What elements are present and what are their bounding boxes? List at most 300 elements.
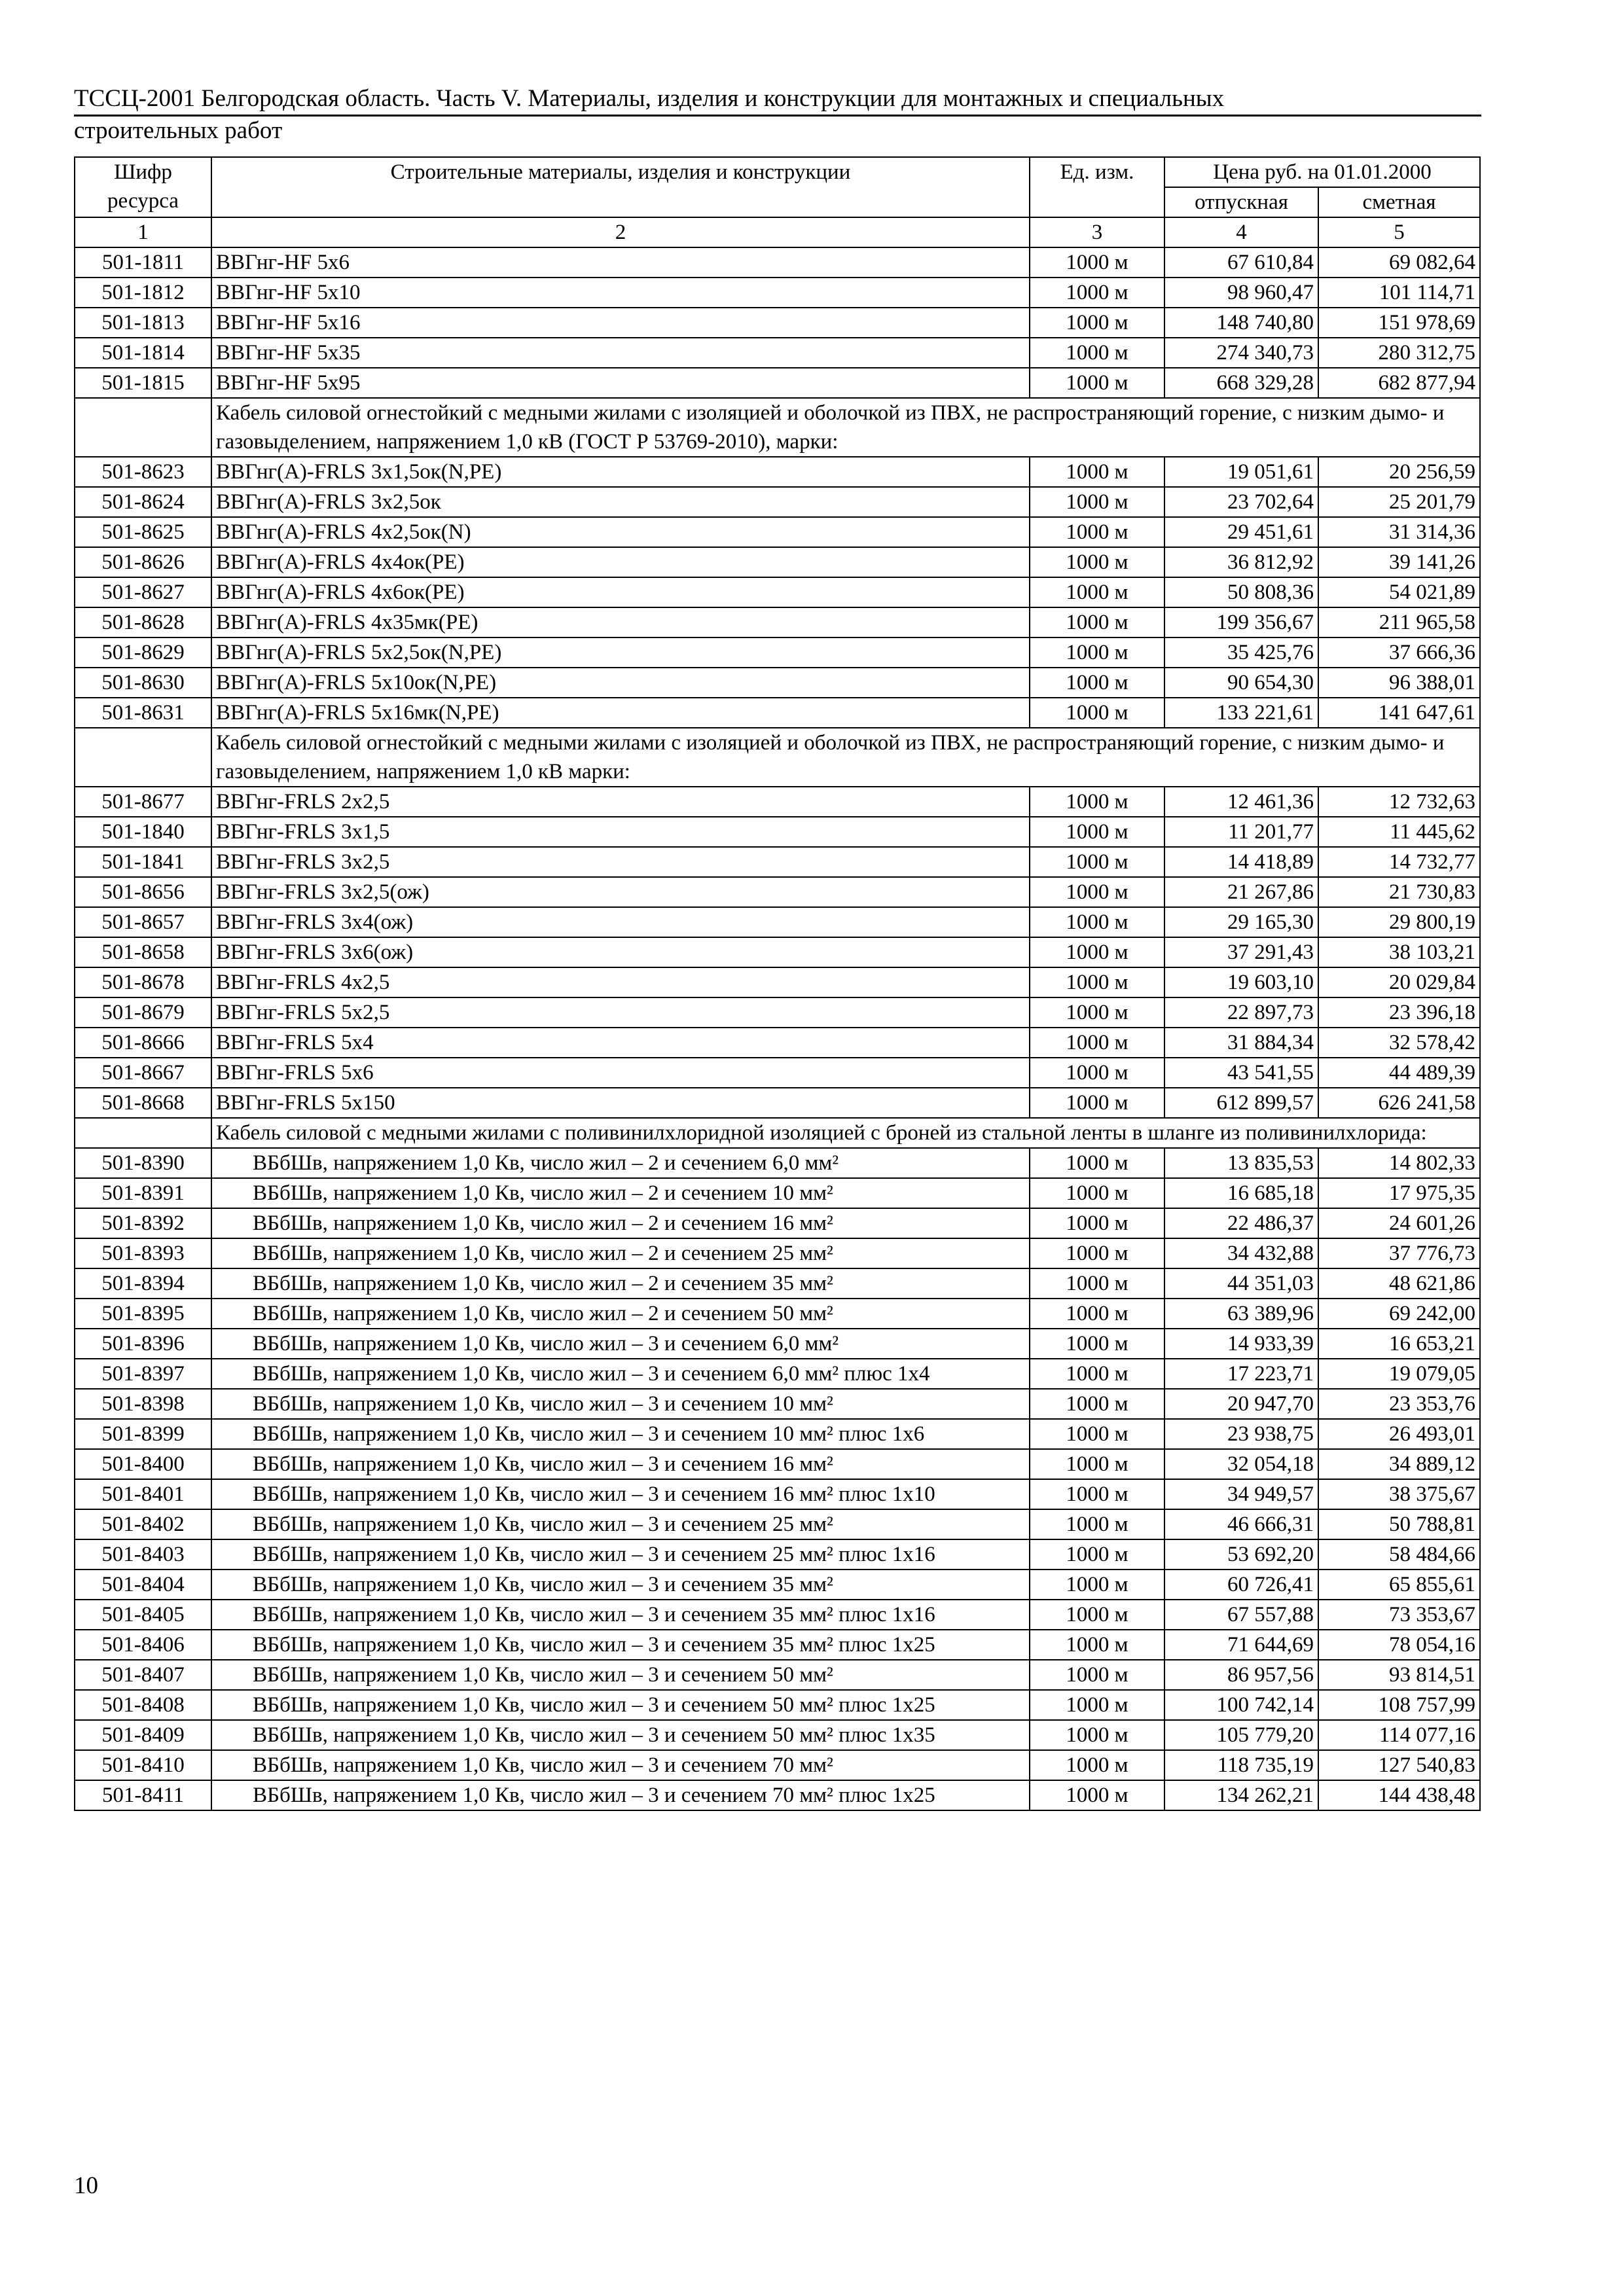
header-code: Шифр ресурса bbox=[75, 157, 211, 217]
material-name: ВВГнг-FRLS 5х6 bbox=[211, 1058, 1030, 1088]
unit: 1000 м bbox=[1030, 278, 1164, 308]
material-name: ВБбШв, напряжением 1,0 Кв, число жил – 2 и сечением 25 мм² bbox=[211, 1238, 1030, 1268]
table-row bbox=[75, 1720, 1480, 1750]
release-price: 199 356,67 bbox=[1164, 607, 1318, 637]
material-name: ВБбШв, напряжением 1,0 Кв, число жил – 3 и сечением 50 мм² плюс 1х35 bbox=[211, 1720, 1030, 1750]
material-name: ВВГнг(А)-FRLS 4х4ок(PE) bbox=[211, 547, 1030, 577]
material-name: ВВГнг-FRLS 2х2,5 bbox=[211, 787, 1030, 817]
material-name: ВВГнг-FRLS 5х2,5 bbox=[211, 997, 1030, 1028]
release-price: 133 221,61 bbox=[1164, 698, 1318, 728]
unit: 1000 м bbox=[1030, 1208, 1164, 1238]
table-row bbox=[75, 517, 1480, 547]
unit: 1000 м bbox=[1030, 937, 1164, 967]
resource-code: 501-1813 bbox=[75, 308, 211, 338]
material-name: ВБбШв, напряжением 1,0 Кв, число жил – 3 и сечением 35 мм² bbox=[211, 1570, 1030, 1600]
resource-code: 501-8398 bbox=[75, 1389, 211, 1419]
estimate-price: 211 965,58 bbox=[1318, 607, 1480, 637]
release-price: 13 835,53 bbox=[1164, 1148, 1318, 1178]
release-price: 50 808,36 bbox=[1164, 577, 1318, 607]
resource-code: 501-8657 bbox=[75, 907, 211, 937]
material-name: ВВГнг-FRLS 5х4 bbox=[211, 1028, 1030, 1058]
resource-code: 501-8395 bbox=[75, 1299, 211, 1329]
unit: 1000 м bbox=[1030, 1720, 1164, 1750]
table-row bbox=[75, 247, 1480, 278]
resource-code: 501-8408 bbox=[75, 1690, 211, 1720]
material-name: ВВГнг-HF 5х16 bbox=[211, 308, 1030, 338]
header-release-price: отпускная bbox=[1164, 187, 1318, 217]
resource-code: 501-8394 bbox=[75, 1268, 211, 1299]
material-name: ВБбШв, напряжением 1,0 Кв, число жил – 2 и сечением 10 мм² bbox=[211, 1178, 1030, 1208]
estimate-price: 69 242,00 bbox=[1318, 1299, 1480, 1329]
estimate-price: 127 540,83 bbox=[1318, 1750, 1480, 1780]
unit: 1000 м bbox=[1030, 1750, 1164, 1780]
estimate-price: 38 375,67 bbox=[1318, 1479, 1480, 1509]
unit: 1000 м bbox=[1030, 877, 1164, 907]
unit: 1000 м bbox=[1030, 668, 1164, 698]
table-row bbox=[75, 1088, 1480, 1118]
material-name: ВБбШв, напряжением 1,0 Кв, число жил – 3 и сечением 16 мм² плюс 1х10 bbox=[211, 1479, 1030, 1509]
unit: 1000 м bbox=[1030, 1148, 1164, 1178]
table-row bbox=[75, 1178, 1480, 1208]
table-row bbox=[75, 1539, 1480, 1570]
estimate-price: 69 082,64 bbox=[1318, 247, 1480, 278]
table-row bbox=[75, 1268, 1480, 1299]
unit: 1000 м bbox=[1030, 1509, 1164, 1539]
table-row bbox=[75, 308, 1480, 338]
column-number: 3 bbox=[1030, 217, 1164, 247]
table-row bbox=[75, 1419, 1480, 1449]
table-row bbox=[75, 1299, 1480, 1329]
estimate-price: 108 757,99 bbox=[1318, 1690, 1480, 1720]
price-table bbox=[74, 156, 1481, 1811]
release-price: 11 201,77 bbox=[1164, 817, 1318, 847]
resource-code: 501-8396 bbox=[75, 1329, 211, 1359]
material-name: ВВГнг-HF 5х35 bbox=[211, 338, 1030, 368]
release-price: 32 054,18 bbox=[1164, 1449, 1318, 1479]
release-price: 63 389,96 bbox=[1164, 1299, 1318, 1329]
table-row bbox=[75, 278, 1480, 308]
release-price: 46 666,31 bbox=[1164, 1509, 1318, 1539]
resource-code: 501-1840 bbox=[75, 817, 211, 847]
unit: 1000 м bbox=[1030, 517, 1164, 547]
estimate-price: 25 201,79 bbox=[1318, 487, 1480, 517]
material-name: ВБбШв, напряжением 1,0 Кв, число жил – 2 и сечением 16 мм² bbox=[211, 1208, 1030, 1238]
release-price: 21 267,86 bbox=[1164, 877, 1318, 907]
resource-code: 501-8410 bbox=[75, 1750, 211, 1780]
estimate-price: 31 314,36 bbox=[1318, 517, 1480, 547]
table-row bbox=[75, 457, 1480, 487]
table-row bbox=[75, 1479, 1480, 1509]
section-row bbox=[75, 728, 1480, 787]
table-row bbox=[75, 937, 1480, 967]
resource-code: 501-8405 bbox=[75, 1600, 211, 1630]
page-header bbox=[74, 84, 1481, 145]
table-row bbox=[75, 787, 1480, 817]
unit: 1000 м bbox=[1030, 1479, 1164, 1509]
unit: 1000 м bbox=[1030, 817, 1164, 847]
estimate-price: 32 578,42 bbox=[1318, 1028, 1480, 1058]
material-name: ВВГнг-FRLS 4х2,5 bbox=[211, 967, 1030, 997]
material-name: ВБбШв, напряжением 1,0 Кв, число жил – 3 и сечением 25 мм² bbox=[211, 1509, 1030, 1539]
page-number: 10 bbox=[74, 2172, 98, 2199]
estimate-price: 12 732,63 bbox=[1318, 787, 1480, 817]
release-price: 34 949,57 bbox=[1164, 1479, 1318, 1509]
resource-code: 501-1811 bbox=[75, 247, 211, 278]
resource-code: 501-8625 bbox=[75, 517, 211, 547]
estimate-price: 65 855,61 bbox=[1318, 1570, 1480, 1600]
estimate-price: 11 445,62 bbox=[1318, 817, 1480, 847]
unit: 1000 м bbox=[1030, 1690, 1164, 1720]
resource-code: 501-8404 bbox=[75, 1570, 211, 1600]
material-name: ВБбШв, напряжением 1,0 Кв, число жил – 3 и сечением 25 мм² плюс 1х16 bbox=[211, 1539, 1030, 1570]
unit: 1000 м bbox=[1030, 1028, 1164, 1058]
release-price: 668 329,28 bbox=[1164, 368, 1318, 398]
unit: 1000 м bbox=[1030, 1570, 1164, 1600]
resource-code: 501-8400 bbox=[75, 1449, 211, 1479]
unit: 1000 м bbox=[1030, 1389, 1164, 1419]
release-price: 60 726,41 bbox=[1164, 1570, 1318, 1600]
release-price: 86 957,56 bbox=[1164, 1660, 1318, 1690]
unit: 1000 м bbox=[1030, 997, 1164, 1028]
table-row bbox=[75, 607, 1480, 637]
unit: 1000 м bbox=[1030, 457, 1164, 487]
estimate-price: 19 079,05 bbox=[1318, 1359, 1480, 1389]
release-price: 612 899,57 bbox=[1164, 1088, 1318, 1118]
estimate-price: 54 021,89 bbox=[1318, 577, 1480, 607]
estimate-price: 44 489,39 bbox=[1318, 1058, 1480, 1088]
table-row bbox=[75, 368, 1480, 398]
release-price: 19 603,10 bbox=[1164, 967, 1318, 997]
table-row bbox=[75, 817, 1480, 847]
material-name: ВВГнг-FRLS 3х1,5 bbox=[211, 817, 1030, 847]
table-row bbox=[75, 1389, 1480, 1419]
table-row bbox=[75, 877, 1480, 907]
table-row bbox=[75, 1750, 1480, 1780]
table-row bbox=[75, 547, 1480, 577]
resource-code: 501-8409 bbox=[75, 1720, 211, 1750]
release-price: 37 291,43 bbox=[1164, 937, 1318, 967]
resource-code: 501-1841 bbox=[75, 847, 211, 877]
section-row bbox=[75, 1118, 1480, 1148]
material-name: ВВГнг-FRLS 3х2,5(ож) bbox=[211, 877, 1030, 907]
unit: 1000 м bbox=[1030, 1419, 1164, 1449]
resource-code: 501-8402 bbox=[75, 1509, 211, 1539]
material-name: ВВГнг(А)-FRLS 5х16мк(N,PE) bbox=[211, 698, 1030, 728]
material-name: ВВГнг(А)-FRLS 3х2,5ок bbox=[211, 487, 1030, 517]
material-name: ВВГнг-HF 5х10 bbox=[211, 278, 1030, 308]
material-name: ВБбШв, напряжением 1,0 Кв, число жил – 3 и сечением 10 мм² bbox=[211, 1389, 1030, 1419]
release-price: 29 451,61 bbox=[1164, 517, 1318, 547]
material-name: ВВГнг-HF 5х95 bbox=[211, 368, 1030, 398]
unit: 1000 м bbox=[1030, 1660, 1164, 1690]
column-number-row bbox=[75, 217, 1480, 247]
table-row bbox=[75, 1660, 1480, 1690]
release-price: 100 742,14 bbox=[1164, 1690, 1318, 1720]
release-price: 17 223,71 bbox=[1164, 1359, 1318, 1389]
material-name: ВВГнг-FRLS 3х2,5 bbox=[211, 847, 1030, 877]
resource-code: 501-8406 bbox=[75, 1630, 211, 1660]
resource-code: 501-8677 bbox=[75, 787, 211, 817]
document-title: ТССЦ-2001 Белгородская область. Часть V. Материалы, изделия и конструкции для монтажных и специальных bbox=[74, 85, 1225, 112]
resource-code: 501-8393 bbox=[75, 1238, 211, 1268]
resource-code: 501-8390 bbox=[75, 1148, 211, 1178]
resource-code: 501-8658 bbox=[75, 937, 211, 967]
release-price: 14 418,89 bbox=[1164, 847, 1318, 877]
unit: 1000 м bbox=[1030, 1299, 1164, 1329]
material-name: ВВГнг-FRLS 5х150 bbox=[211, 1088, 1030, 1118]
resource-code: 501-8678 bbox=[75, 967, 211, 997]
material-name: ВВГнг(А)-FRLS 5х10ок(N,PE) bbox=[211, 668, 1030, 698]
resource-code: 501-8401 bbox=[75, 1479, 211, 1509]
material-name: ВБбШв, напряжением 1,0 Кв, число жил – 3 и сечением 70 мм² плюс 1х25 bbox=[211, 1780, 1030, 1810]
resource-code: 501-8626 bbox=[75, 547, 211, 577]
resource-code: 501-8668 bbox=[75, 1088, 211, 1118]
unit: 1000 м bbox=[1030, 787, 1164, 817]
estimate-price: 48 621,86 bbox=[1318, 1268, 1480, 1299]
material-name: ВВГнг(А)-FRLS 4х35мк(PE) bbox=[211, 607, 1030, 637]
table-row bbox=[75, 1600, 1480, 1630]
release-price: 134 262,21 bbox=[1164, 1780, 1318, 1810]
material-name: ВБбШв, напряжением 1,0 Кв, число жил – 3 и сечением 70 мм² bbox=[211, 1750, 1030, 1780]
estimate-price: 682 877,94 bbox=[1318, 368, 1480, 398]
price-table-body bbox=[75, 157, 1480, 1810]
release-price: 274 340,73 bbox=[1164, 338, 1318, 368]
resource-code: 501-8411 bbox=[75, 1780, 211, 1810]
estimate-price: 16 653,21 bbox=[1318, 1329, 1480, 1359]
unit: 1000 м bbox=[1030, 547, 1164, 577]
estimate-price: 23 353,76 bbox=[1318, 1389, 1480, 1419]
estimate-price: 73 353,67 bbox=[1318, 1600, 1480, 1630]
table-row bbox=[75, 698, 1480, 728]
estimate-price: 23 396,18 bbox=[1318, 997, 1480, 1028]
estimate-price: 14 802,33 bbox=[1318, 1148, 1480, 1178]
table-row bbox=[75, 637, 1480, 668]
table-row bbox=[75, 668, 1480, 698]
release-price: 31 884,34 bbox=[1164, 1028, 1318, 1058]
table-row bbox=[75, 1148, 1480, 1178]
header-name: Строительные материалы, изделия и конструкции bbox=[211, 157, 1030, 217]
release-price: 35 425,76 bbox=[1164, 637, 1318, 668]
release-price: 53 692,20 bbox=[1164, 1539, 1318, 1570]
table-row bbox=[75, 1208, 1480, 1238]
unit: 1000 м bbox=[1030, 907, 1164, 937]
estimate-price: 151 978,69 bbox=[1318, 308, 1480, 338]
resource-code: 501-8631 bbox=[75, 698, 211, 728]
material-name: ВВГнг(А)-FRLS 4х6ок(PE) bbox=[211, 577, 1030, 607]
estimate-price: 114 077,16 bbox=[1318, 1720, 1480, 1750]
resource-code: 501-8391 bbox=[75, 1178, 211, 1208]
section-blank-cell bbox=[75, 398, 211, 457]
release-price: 23 702,64 bbox=[1164, 487, 1318, 517]
table-row bbox=[75, 1028, 1480, 1058]
unit: 1000 м bbox=[1030, 1058, 1164, 1088]
material-name: ВБбШв, напряжением 1,0 Кв, число жил – 2 и сечением 6,0 мм² bbox=[211, 1148, 1030, 1178]
resource-code: 501-8392 bbox=[75, 1208, 211, 1238]
unit: 1000 м bbox=[1030, 1329, 1164, 1359]
unit: 1000 м bbox=[1030, 487, 1164, 517]
table-row bbox=[75, 1449, 1480, 1479]
unit: 1000 м bbox=[1030, 1780, 1164, 1810]
estimate-price: 37 776,73 bbox=[1318, 1238, 1480, 1268]
table-row bbox=[75, 997, 1480, 1028]
section-title: Кабель силовой с медными жилами с поливинилхлоридной изоляцией с броней из стальной ленты в шланге из поливинилхлорида: bbox=[211, 1118, 1480, 1148]
release-price: 105 779,20 bbox=[1164, 1720, 1318, 1750]
resource-code: 501-8630 bbox=[75, 668, 211, 698]
section-title: Кабель силовой огнестойкий с медными жилами с изоляцией и оболочкой из ПВХ, не распространяющий горение, с низким дымо- и газовыделением, напряжением 1,0 кВ (ГОСТ Р 53769-2010), марки: bbox=[211, 398, 1480, 457]
table-row bbox=[75, 907, 1480, 937]
table-row bbox=[75, 577, 1480, 607]
section-blank-cell bbox=[75, 1118, 211, 1148]
unit: 1000 м bbox=[1030, 847, 1164, 877]
material-name: ВБбШв, напряжением 1,0 Кв, число жил – 3 и сечением 6,0 мм² bbox=[211, 1329, 1030, 1359]
release-price: 34 432,88 bbox=[1164, 1238, 1318, 1268]
material-name: ВБбШв, напряжением 1,0 Кв, число жил – 2 и сечением 35 мм² bbox=[211, 1268, 1030, 1299]
resource-code: 501-8629 bbox=[75, 637, 211, 668]
unit: 1000 м bbox=[1030, 1359, 1164, 1389]
estimate-price: 17 975,35 bbox=[1318, 1178, 1480, 1208]
release-price: 43 541,55 bbox=[1164, 1058, 1318, 1088]
unit: 1000 м bbox=[1030, 967, 1164, 997]
unit: 1000 м bbox=[1030, 1178, 1164, 1208]
table-row bbox=[75, 1509, 1480, 1539]
unit: 1000 м bbox=[1030, 1088, 1164, 1118]
header-unit: Ед. изм. bbox=[1030, 157, 1164, 217]
document-subtitle: строительных работ bbox=[74, 117, 283, 144]
estimate-price: 78 054,16 bbox=[1318, 1630, 1480, 1660]
release-price: 12 461,36 bbox=[1164, 787, 1318, 817]
unit: 1000 м bbox=[1030, 1449, 1164, 1479]
table-row bbox=[75, 1630, 1480, 1660]
material-name: ВВГнг-FRLS 3х4(ож) bbox=[211, 907, 1030, 937]
table-row bbox=[75, 1238, 1480, 1268]
unit: 1000 м bbox=[1030, 368, 1164, 398]
material-name: ВВГнг(А)-FRLS 4х2,5ок(N) bbox=[211, 517, 1030, 547]
table-row bbox=[75, 1329, 1480, 1359]
unit: 1000 м bbox=[1030, 308, 1164, 338]
column-number: 4 bbox=[1164, 217, 1318, 247]
estimate-price: 93 814,51 bbox=[1318, 1660, 1480, 1690]
unit: 1000 м bbox=[1030, 1539, 1164, 1570]
unit: 1000 м bbox=[1030, 698, 1164, 728]
material-name: ВБбШв, напряжением 1,0 Кв, число жил – 3 и сечением 50 мм² плюс 1х25 bbox=[211, 1690, 1030, 1720]
estimate-price: 34 889,12 bbox=[1318, 1449, 1480, 1479]
estimate-price: 39 141,26 bbox=[1318, 547, 1480, 577]
estimate-price: 141 647,61 bbox=[1318, 698, 1480, 728]
table-row bbox=[75, 338, 1480, 368]
release-price: 23 938,75 bbox=[1164, 1419, 1318, 1449]
material-name: ВВГнг(А)-FRLS 5х2,5ок(N,PE) bbox=[211, 637, 1030, 668]
unit: 1000 м bbox=[1030, 637, 1164, 668]
material-name: ВБбШв, напряжением 1,0 Кв, число жил – 2 и сечением 50 мм² bbox=[211, 1299, 1030, 1329]
estimate-price: 14 732,77 bbox=[1318, 847, 1480, 877]
unit: 1000 м bbox=[1030, 1630, 1164, 1660]
material-name: ВБбШв, напряжением 1,0 Кв, число жил – 3 и сечением 35 мм² плюс 1х16 bbox=[211, 1600, 1030, 1630]
column-number: 5 bbox=[1318, 217, 1480, 247]
resource-code: 501-8624 bbox=[75, 487, 211, 517]
estimate-price: 58 484,66 bbox=[1318, 1539, 1480, 1570]
material-name: ВБбШв, напряжением 1,0 Кв, число жил – 3 и сечением 6,0 мм² плюс 1х4 bbox=[211, 1359, 1030, 1389]
resource-code: 501-8666 bbox=[75, 1028, 211, 1058]
header-estimate-price: сметная bbox=[1318, 187, 1480, 217]
resource-code: 501-8667 bbox=[75, 1058, 211, 1088]
estimate-price: 37 666,36 bbox=[1318, 637, 1480, 668]
release-price: 71 644,69 bbox=[1164, 1630, 1318, 1660]
material-name: ВБбШв, напряжением 1,0 Кв, число жил – 3 и сечением 35 мм² плюс 1х25 bbox=[211, 1630, 1030, 1660]
release-price: 67 610,84 bbox=[1164, 247, 1318, 278]
material-name: ВБбШв, напряжением 1,0 Кв, число жил – 3 и сечением 50 мм² bbox=[211, 1660, 1030, 1690]
material-name: ВВГнг(А)-FRLS 3х1,5ок(N,PE) bbox=[211, 457, 1030, 487]
estimate-price: 38 103,21 bbox=[1318, 937, 1480, 967]
table-row bbox=[75, 1570, 1480, 1600]
release-price: 16 685,18 bbox=[1164, 1178, 1318, 1208]
estimate-price: 24 601,26 bbox=[1318, 1208, 1480, 1238]
resource-code: 501-8656 bbox=[75, 877, 211, 907]
table-row bbox=[75, 1690, 1480, 1720]
section-title: Кабель силовой огнестойкий с медными жилами с изоляцией и оболочкой из ПВХ, не распространяющий горение, с низким дымо- и газовыделением, напряжением 1,0 кВ марки: bbox=[211, 728, 1480, 787]
release-price: 118 735,19 bbox=[1164, 1750, 1318, 1780]
section-blank-cell bbox=[75, 728, 211, 787]
table-row bbox=[75, 1058, 1480, 1088]
resource-code: 501-1812 bbox=[75, 278, 211, 308]
resource-code: 501-1814 bbox=[75, 338, 211, 368]
section-row bbox=[75, 398, 1480, 457]
estimate-price: 29 800,19 bbox=[1318, 907, 1480, 937]
header-row bbox=[75, 157, 1480, 187]
unit: 1000 м bbox=[1030, 1600, 1164, 1630]
table-row bbox=[75, 1359, 1480, 1389]
table-row bbox=[75, 487, 1480, 517]
estimate-price: 50 788,81 bbox=[1318, 1509, 1480, 1539]
release-price: 14 933,39 bbox=[1164, 1329, 1318, 1359]
resource-code: 501-8623 bbox=[75, 457, 211, 487]
table-row bbox=[75, 1780, 1480, 1810]
header-price: Цена руб. на 01.01.2000 bbox=[1164, 157, 1480, 187]
resource-code: 501-8397 bbox=[75, 1359, 211, 1389]
release-price: 98 960,47 bbox=[1164, 278, 1318, 308]
unit: 1000 м bbox=[1030, 607, 1164, 637]
release-price: 90 654,30 bbox=[1164, 668, 1318, 698]
release-price: 36 812,92 bbox=[1164, 547, 1318, 577]
unit: 1000 м bbox=[1030, 577, 1164, 607]
resource-code: 501-8399 bbox=[75, 1419, 211, 1449]
estimate-price: 144 438,48 bbox=[1318, 1780, 1480, 1810]
resource-code: 501-8407 bbox=[75, 1660, 211, 1690]
material-name: ВВГнг-FRLS 3х6(ож) bbox=[211, 937, 1030, 967]
unit: 1000 м bbox=[1030, 247, 1164, 278]
estimate-price: 280 312,75 bbox=[1318, 338, 1480, 368]
release-price: 67 557,88 bbox=[1164, 1600, 1318, 1630]
estimate-price: 20 029,84 bbox=[1318, 967, 1480, 997]
release-price: 22 486,37 bbox=[1164, 1208, 1318, 1238]
estimate-price: 26 493,01 bbox=[1318, 1419, 1480, 1449]
estimate-price: 101 114,71 bbox=[1318, 278, 1480, 308]
release-price: 19 051,61 bbox=[1164, 457, 1318, 487]
resource-code: 501-8679 bbox=[75, 997, 211, 1028]
unit: 1000 м bbox=[1030, 1268, 1164, 1299]
unit: 1000 м bbox=[1030, 338, 1164, 368]
release-price: 22 897,73 bbox=[1164, 997, 1318, 1028]
unit: 1000 м bbox=[1030, 1238, 1164, 1268]
table-row bbox=[75, 847, 1480, 877]
release-price: 20 947,70 bbox=[1164, 1389, 1318, 1419]
estimate-price: 96 388,01 bbox=[1318, 668, 1480, 698]
release-price: 44 351,03 bbox=[1164, 1268, 1318, 1299]
release-price: 148 740,80 bbox=[1164, 308, 1318, 338]
estimate-price: 21 730,83 bbox=[1318, 877, 1480, 907]
resource-code: 501-1815 bbox=[75, 368, 211, 398]
estimate-price: 20 256,59 bbox=[1318, 457, 1480, 487]
resource-code: 501-8403 bbox=[75, 1539, 211, 1570]
